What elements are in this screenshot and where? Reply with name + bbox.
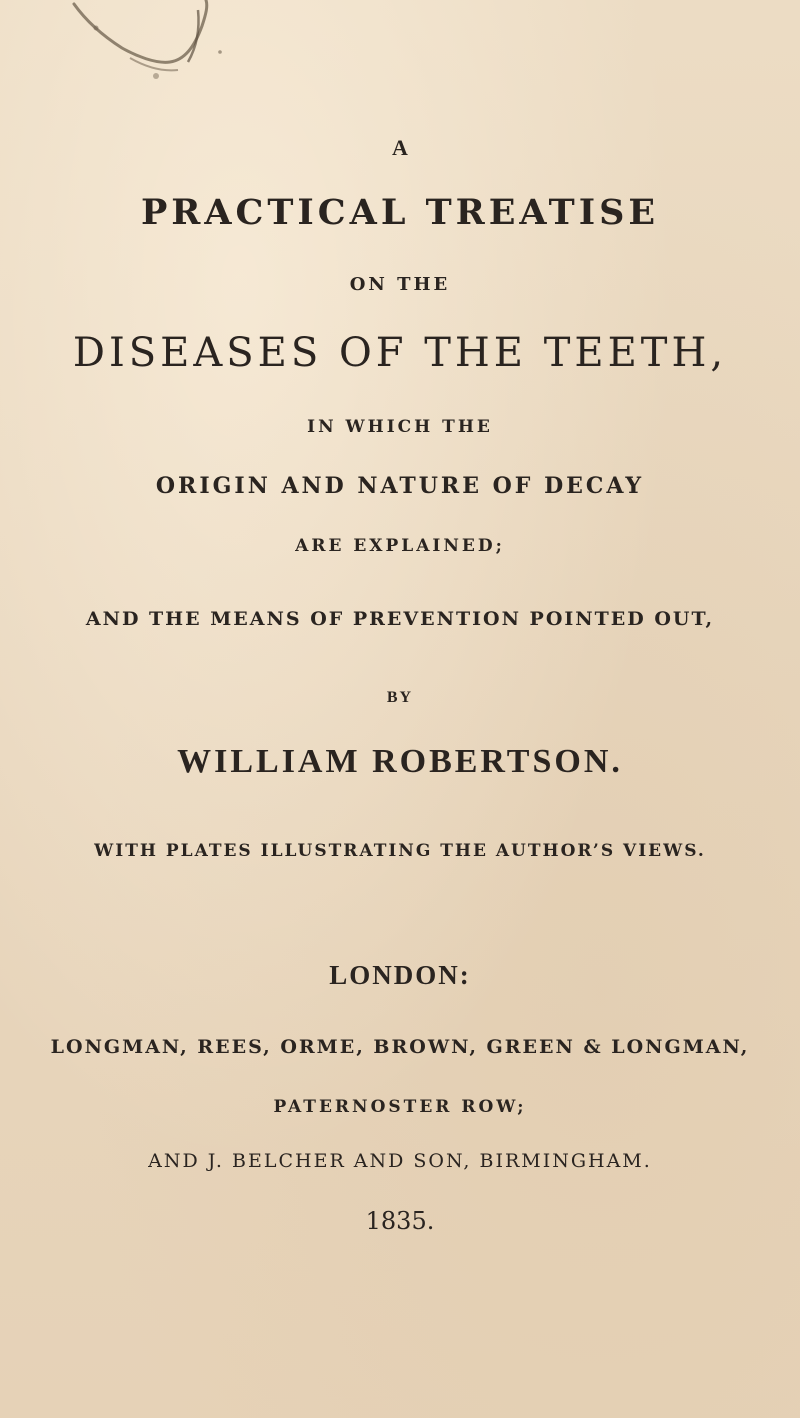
author-name: WILLIAM ROBERTSON.: [177, 743, 623, 780]
connector-in-which: IN WHICH THE: [307, 417, 493, 437]
connector-on-the: ON THE: [349, 274, 451, 295]
subject-heading: DISEASES OF THE TEETH,: [72, 330, 728, 376]
imprint-publisher: LONGMAN, REES, ORME, BROWN, GREEN & LONGMAN,: [50, 1036, 750, 1058]
imprint-city: LONDON:: [329, 960, 471, 990]
ink-stain-decoration: [60, 0, 230, 95]
title-article: A: [392, 135, 408, 160]
origin-line: ORIGIN AND NATURE OF DECAY: [155, 473, 645, 499]
imprint-co-publisher: AND J. BELCHER AND SON, BIRMINGHAM.: [148, 1150, 652, 1172]
plates-note: WITH PLATES ILLUSTRATING THE AUTHOR’S VIEWS.: [94, 841, 706, 861]
main-title: PRACTICAL TREATISE: [140, 192, 660, 233]
by-line: BY: [386, 689, 414, 706]
imprint-street: PATERNOSTER ROW;: [273, 1097, 527, 1117]
prevention-line: AND THE MEANS OF PREVENTION POINTED OUT,: [85, 608, 715, 630]
imprint-year: 1835.: [365, 1207, 435, 1235]
explained-line: ARE EXPLAINED;: [295, 536, 505, 556]
